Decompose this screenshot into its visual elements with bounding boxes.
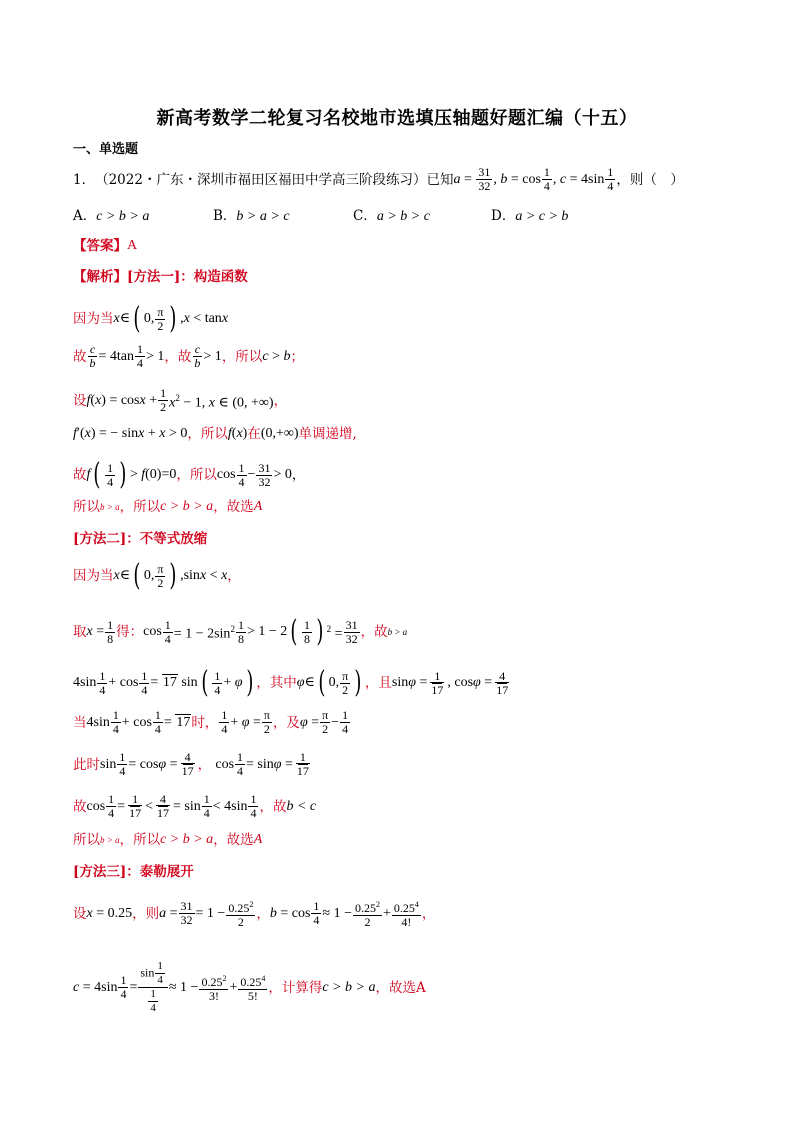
page-title: 新高考数学二轮复习名校地市选填压轴题好题汇编（十五） (156, 108, 638, 129)
m2-line3: 4sin $\frac{1}{4}$ + cos $\frac{1}{4}$ = 17 sin ( $\frac{1}{4}$ + φ ) ，其中 φ∈ ( 0, $\frac{\pi}{2}$ ) ，且 sinφ = $\frac{1}{17}$ , cosφ = $\frac{4}{17}$ (73, 665, 509, 700)
m2-line1: 因为当 x∈ ( 0, $\frac{\pi}{2}$ ) ,sinx < x ， (73, 558, 241, 593)
m2-line4: 当 4sin $\frac{1}{4}$ + cos $\frac{1}{4}$ = 17 时， $\frac{1}{4}$ + φ = $\frac{\pi}{2}$ ，及 φ = $\frac{\pi}{2}$ − $\frac{1}{4}$ (73, 708, 349, 736)
method3-heading: [方法三]：泰勒展开 (73, 864, 194, 880)
m1-line5: 故 f ( $\frac{1}{4}$ ) > f(0)=0 ，所以 cos $\frac{1}{4}$ − $\frac{31}{32}$ > 0 ， (73, 457, 306, 492)
options-row (73, 206, 568, 227)
question-stem: 1． （2022・广东・深圳市福田区福田中学高三阶段练习）已知 a = $\frac{31}{32}$ , b = cos $\frac{1}{4}$ , c = 4sin $\frac{1}{4}$ ，则（ ） (73, 165, 684, 193)
question-source: （2022・广东・深圳市福田区福田中学高三阶段练习）已知 (95, 171, 454, 188)
option-b[interactable]: B．b > a > c (213, 208, 290, 224)
m3-line1: 设 x = 0.25 ，则 a = $\frac{31}{32}$ = 1 − $\frac{0.25^2}{2}$ ， b = cos $\frac{1}{4}$ ≈ 1 − $\frac{0.25^2}{2}$ + $\frac{0.25^4}{4!}$ ， (73, 899, 436, 929)
m1-conclusion: 所以 b > a ，所以 c > b > a ，故选 A (73, 499, 263, 515)
m1-line1: 因为当 x∈ ( 0, $\frac{\pi}{2}$ ) ,x < tanx (73, 301, 229, 336)
m2-conclusion: 所以 b > a ，所以 c > b > a ，故选 A (73, 832, 263, 848)
m2-line6: 故 cos $\frac{1}{4}$ = $\frac{1}{17}$ < $\frac{4}{17}$ = sin $\frac{1}{4}$ < 4sin $\frac{1}{4}$ ，故 b < c (73, 792, 317, 820)
option-c[interactable]: C．a > b > c (353, 208, 430, 224)
option-a[interactable]: A．c > b > a (73, 208, 150, 224)
question-suffix: ，则（ ） (616, 171, 684, 188)
section-heading: 一、单选题 (73, 142, 139, 157)
question-number: 1． (73, 171, 96, 188)
analysis-heading: 【解析】 [方法一]：构造函数 (73, 269, 248, 285)
m1-line3: 设 f(x) = cosx + $\frac{1}{2}$ $x^2 - 1$, x ∈ (0, +∞) ， (73, 386, 288, 414)
m1-line4: f′(x) = − sinx + x > 0 ，所以 f(x) 在 (0,+∞) 单调递增, (73, 426, 357, 442)
method2-heading: [方法二]：不等式放缩 (73, 531, 208, 547)
m1-line2: 故 $\frac{c}{b}$ = 4tan $\frac{1}{4}$ > 1 ，故 $\frac{c}{b}$ > 1 ，所以 c > b ； (73, 342, 304, 370)
answer-line: 【答案】 A (73, 238, 138, 254)
m2-line2: 取 x = $\frac{1}{8}$ 得： cos $\frac{1}{4}$ = $1 - 2\sin^2$ $\frac{1}{8}$ > 1 − 2 ( $\frac{1}{8}$ ) $^2$ = $\frac{31}{32}$ ，故 b > a (73, 614, 408, 649)
option-d[interactable]: D．a > c > b (491, 208, 569, 224)
m2-line5: 此时 sin $\frac{1}{4}$ = cosφ = $\frac{4}{17}$ ， cos $\frac{1}{4}$ = sinφ = $\frac{1}{17}$ (73, 750, 309, 778)
m3-line2: c = 4sin $\frac{1}{4}$ = sin $\frac{1}{4}$ $\frac{1}{4}$ ≈ 1 − $\frac{0.25^2}{3!}$ + $\frac{0.25^4}{5!}$ ，计算得 c > b > a ，故选A (73, 960, 426, 1014)
